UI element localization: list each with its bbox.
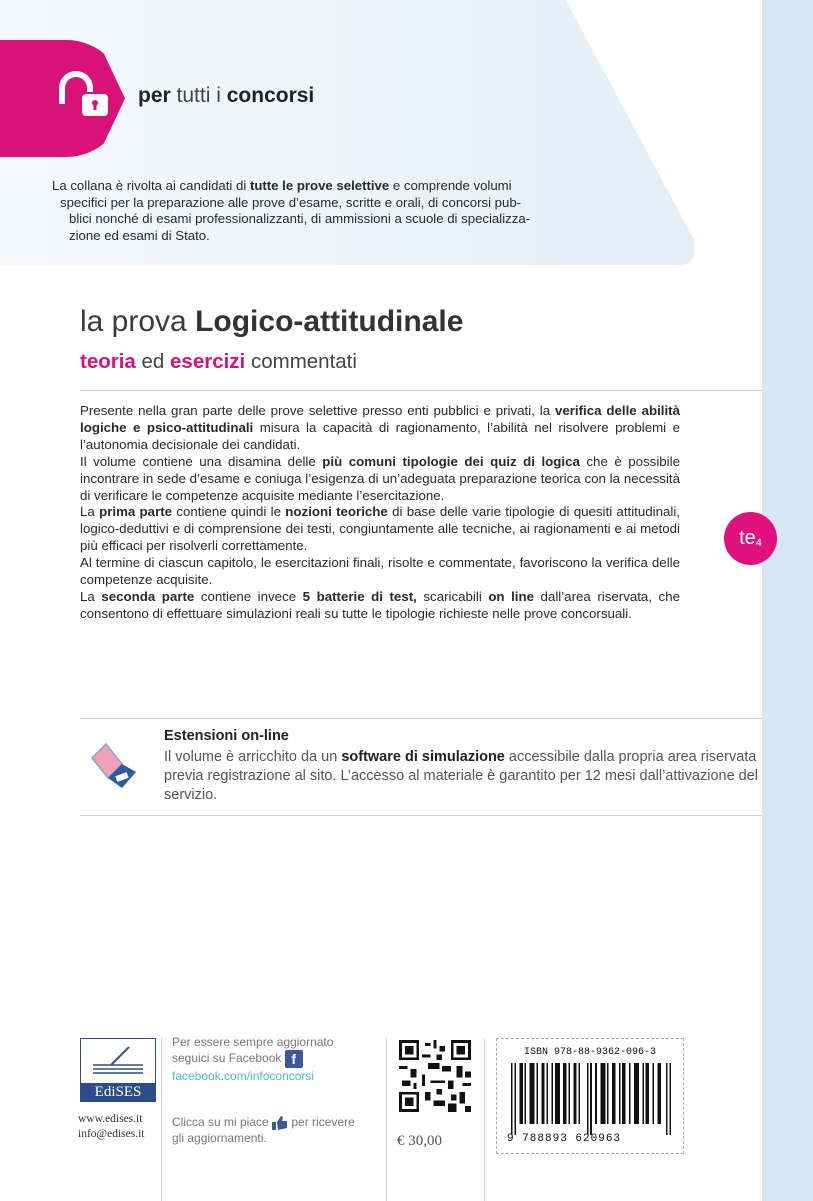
publisher-contacts (78, 1112, 144, 1142)
unlock-icon (58, 70, 118, 120)
website-link[interactable]: www.edises.it (78, 1113, 143, 1125)
intro-line-4: zione ed esami di Stato. (69, 227, 210, 243)
fb-text: Per essere sempre aggiornato (172, 1035, 334, 1049)
thumbs-up-icon (272, 1116, 288, 1130)
book-title: la prova Logico-attitudinale (80, 305, 464, 338)
paragraph: La prima parte contiene quindi le nozioni teoriche di base delle varie tipologie di quesiti attitudinali, logico-deduttivi e di comprensione dei testi, congiuntamente alle tecniche, ai ragionamenti e ai metodi più efficaci per risolverli correttamente. (80, 504, 681, 554)
publisher-name: EdiSES (81, 1083, 155, 1101)
isbn-barcode (496, 1038, 684, 1154)
book-subtitle: teoria ed esercizi commentati (80, 350, 357, 373)
price: € 30,00 (397, 1133, 442, 1149)
book-pen-icon (89, 1045, 147, 1079)
facebook-link[interactable]: facebook.com/infoconcorsi (172, 1069, 315, 1083)
barcode-digits: 9 788893 620963 (507, 1133, 622, 1145)
paragraph: Presente nella gran parte delle prove selettive presso enti pubblici e privati, la verifica delle abilità logiche e psico-attitudinali misura la capacità di ragionamento, l’abilità nel risolvere problemi e l’autonomia decisionale dei candidati. (80, 403, 680, 452)
divider (484, 1038, 485, 1201)
paragraph: Al termine di ciascun capitolo, le esercitazioni finali, risolte e commentate, favoriscono la verifica delle competenze acquisite. (80, 555, 680, 588)
divider (80, 390, 762, 391)
divider (386, 1038, 387, 1201)
series-tagline: per tutti i concorsi (138, 84, 315, 107)
extensions-text: Il volume è arricchito da un software di simulazione accessibile dalla propria area riservata previa registrazione al sito. L’accesso al materiale è garantito per 12 mesi dall’attivazione del servizio. (164, 749, 759, 803)
barcode (511, 1063, 671, 1135)
divider (80, 815, 762, 816)
extensions-title: Estensioni on-line (164, 728, 289, 744)
like-text: gli aggiornamenti. (172, 1131, 267, 1145)
facebook-icon[interactable]: f (285, 1050, 303, 1068)
divider (161, 1038, 162, 1201)
paragraph: La seconda parte contiene invece 5 batterie di test, scaricabili on line dall’area riservata, che consentono di effettuare simulazioni reali su tutte le tipologie richieste nelle prove concorsuali. (80, 588, 680, 621)
divider (80, 718, 762, 719)
qr-code[interactable] (399, 1040, 471, 1112)
intro-line-3: blici nonché di esami professionalizzanti, di ammissioni a scuole di specializza- (69, 211, 531, 226)
laptop-icon (88, 742, 140, 790)
facebook-info (172, 1034, 377, 1084)
publisher-logo (80, 1038, 156, 1102)
like-info: Clicca su mi piace per ricevere gli aggiornamenti. (172, 1114, 377, 1146)
isbn-number: ISBN 978-88-9362-096-3 (523, 1047, 657, 1058)
fb-text: seguici su Facebook f (172, 1050, 377, 1068)
intro-line-1: La collana è rivolta ai candidati di tutte le prove selettive e comprende volumi (52, 178, 512, 193)
series-badge: $te_4$ (724, 512, 777, 565)
email-link[interactable]: info@edises.it (78, 1128, 145, 1140)
book-description (80, 403, 680, 623)
intro-line-2: specifici per la preparazione alle prove d’esame, scritte e orali, di concorsi pub- (60, 194, 522, 210)
paragraph: Il volume contiene una disamina delle più comuni tipologie dei quiz di logica che è possibile incontrare in sede d’esame e coniuga l’esigenza di un’adeguata preparazione teorica con la necessità di verificare le competenze acquisite mediante l’esercitazione. (80, 453, 680, 503)
